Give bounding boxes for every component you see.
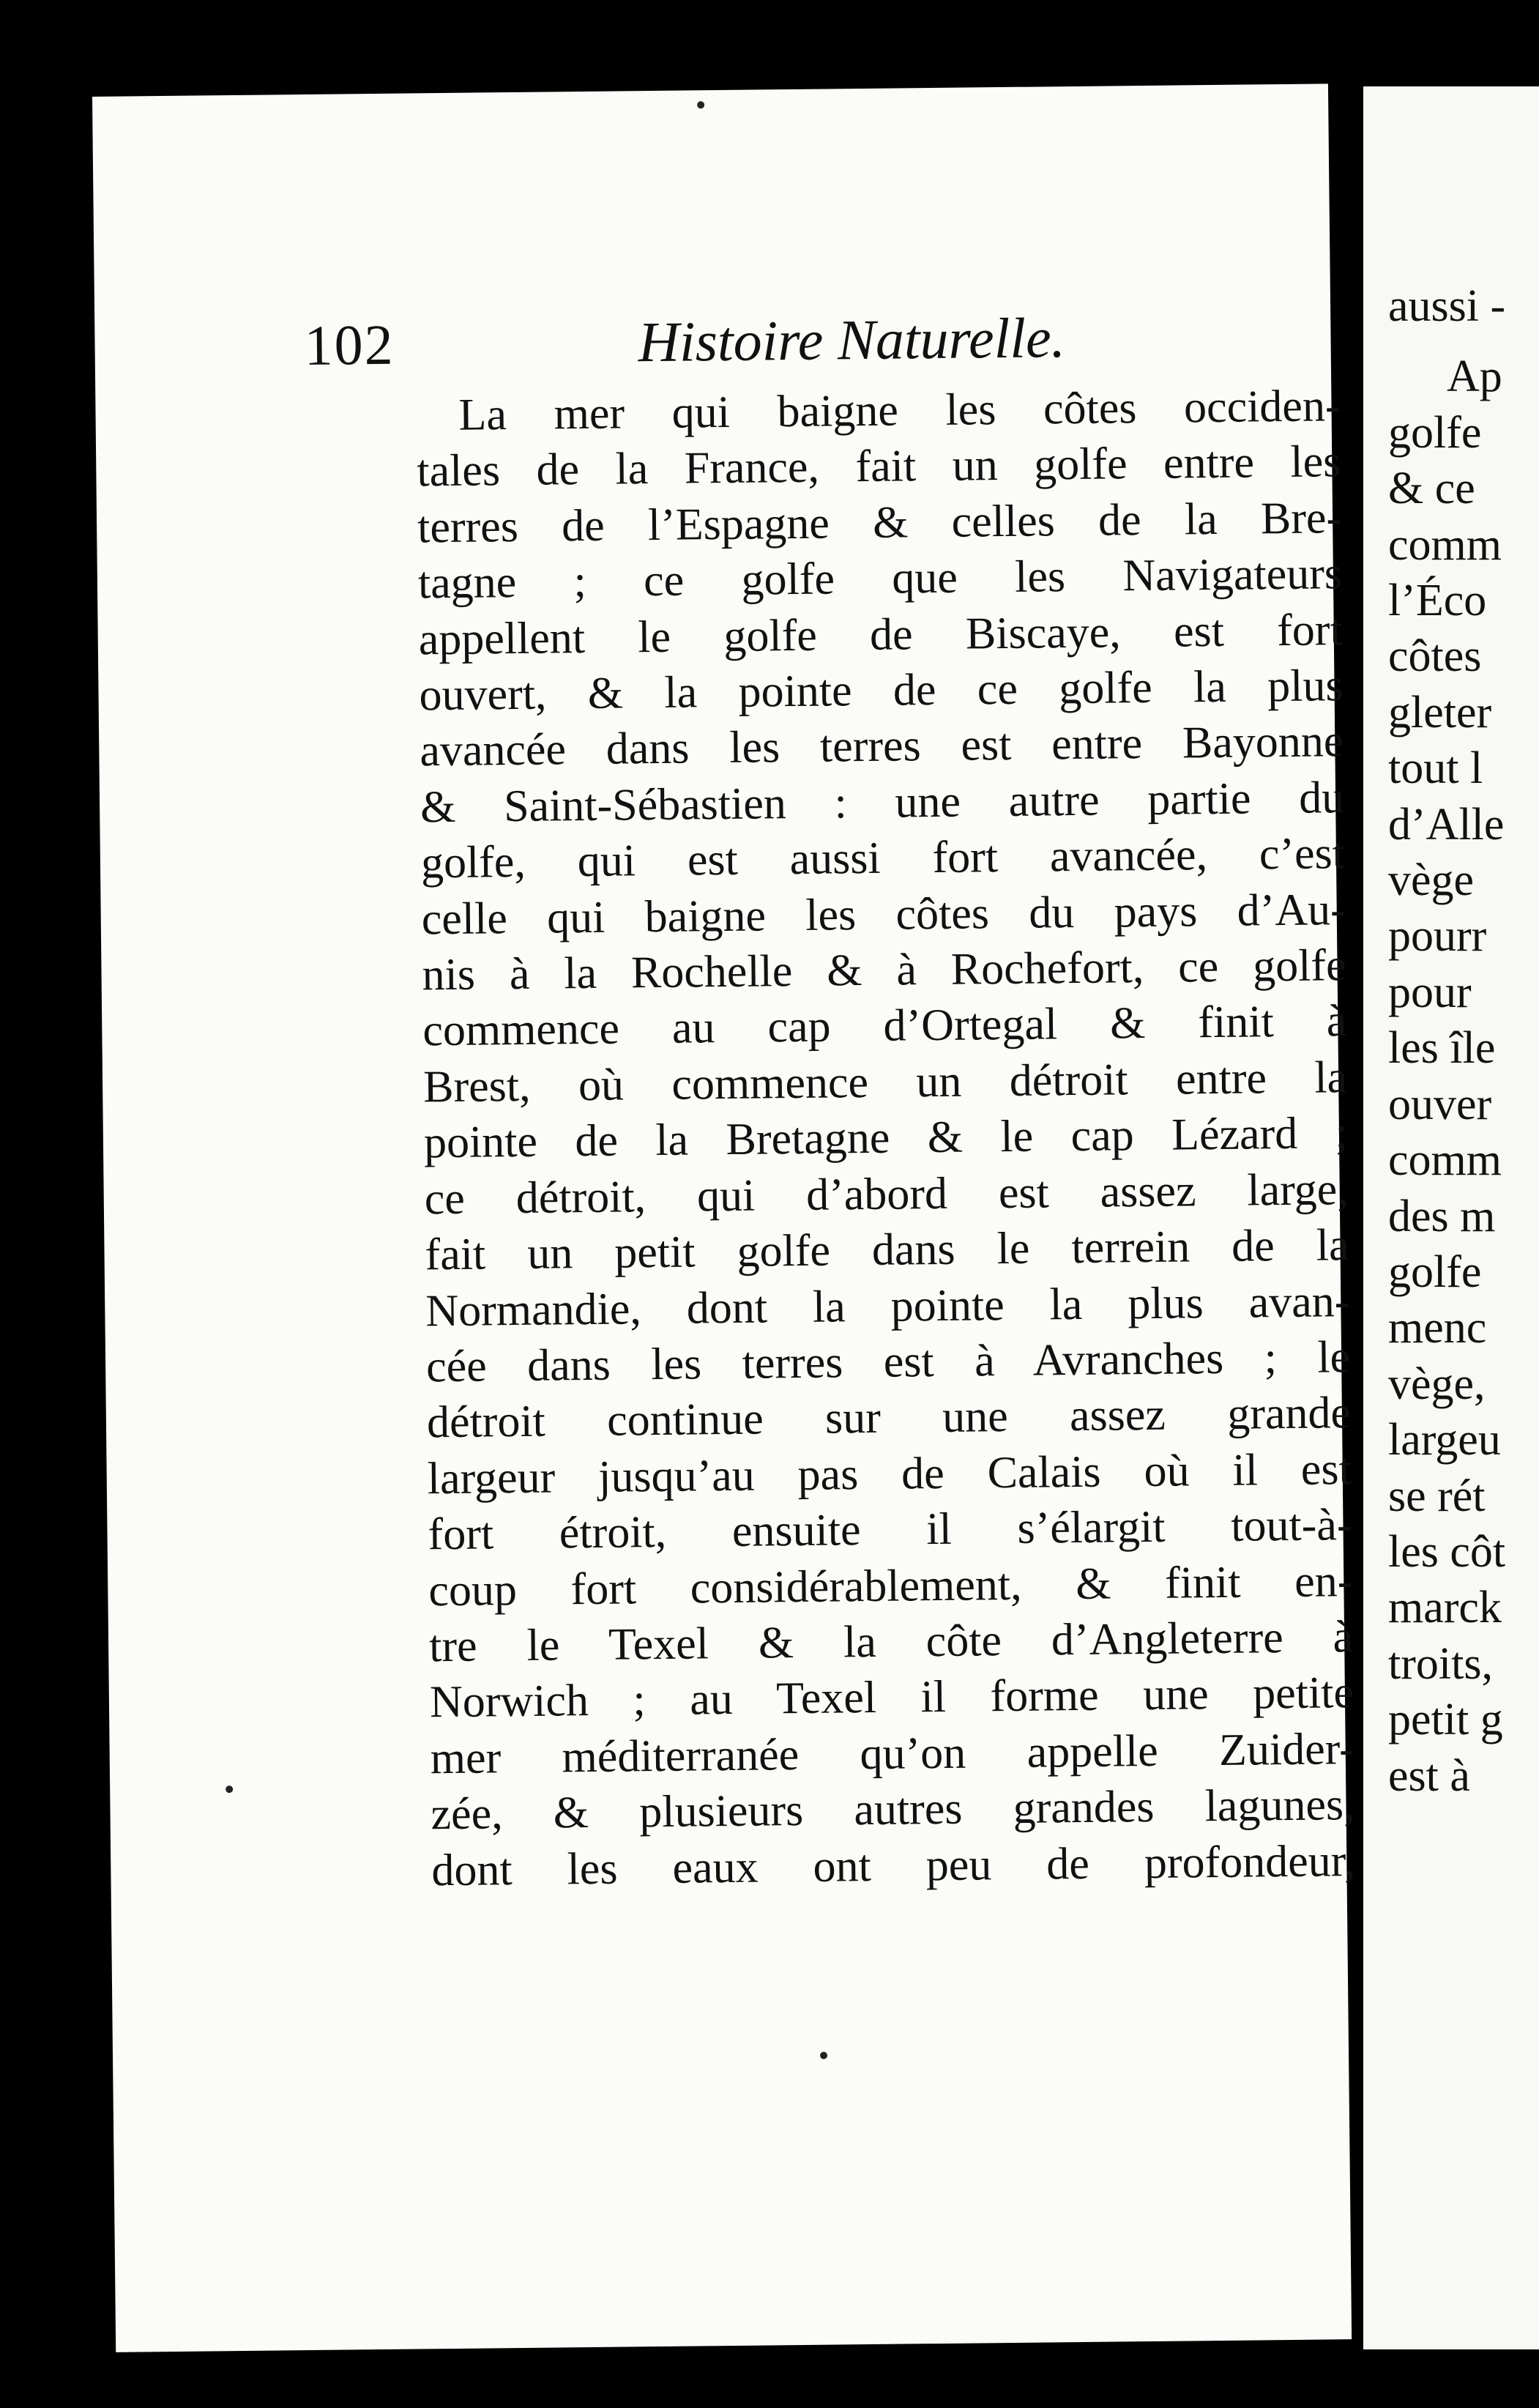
body-text bbox=[416, 378, 1356, 1898]
text-line: d’Alle bbox=[1388, 799, 1505, 850]
text-line: terres de l’Espagne & celles de la Bre- bbox=[417, 492, 1342, 553]
running-title: Histoire Naturelle. bbox=[638, 305, 1066, 374]
text-line: menc bbox=[1388, 1303, 1487, 1353]
text-line: Normandie, dont la pointe la plus avan- bbox=[425, 1276, 1350, 1336]
text-line: appellent le golfe de Biscaye, est fort bbox=[418, 604, 1344, 664]
text-line: tout l bbox=[1388, 743, 1483, 794]
text-line: gleter bbox=[1388, 687, 1492, 737]
text-line: est à bbox=[1388, 1750, 1470, 1801]
text-line: l’Éco bbox=[1388, 576, 1487, 626]
text-line: largeur jusqu’au pas de Calais où il est bbox=[427, 1443, 1352, 1504]
text-line: coup fort considérablement, & finit en- bbox=[428, 1556, 1353, 1616]
text-line: comm bbox=[1388, 519, 1502, 570]
text-line: pourr bbox=[1388, 911, 1487, 962]
speck-mark bbox=[820, 2052, 827, 2059]
text-line: commence au cap d’Ortegal & finit à bbox=[422, 996, 1347, 1056]
speck-mark bbox=[697, 101, 704, 108]
text-line: ouvert, & la pointe de ce golfe la plus bbox=[419, 661, 1344, 721]
text-line: zée, & plusieurs autres grandes lagunes, bbox=[431, 1780, 1355, 1840]
text-line: troits, bbox=[1388, 1638, 1493, 1689]
text-line: cée dans les terres est à Avranches ; le bbox=[425, 1332, 1351, 1392]
text-line: marck bbox=[1388, 1583, 1502, 1633]
text-line: largeu bbox=[1388, 1415, 1501, 1465]
text-line: ouver bbox=[1388, 1079, 1492, 1129]
text-line: Brest, où commence un détroit entre la bbox=[422, 1052, 1348, 1112]
text-line: les côt bbox=[1388, 1526, 1506, 1577]
text-line: golfe bbox=[1388, 407, 1482, 458]
text-line: celle qui baigne les côtes du pays d’Au- bbox=[421, 884, 1346, 945]
text-line: golfe, qui est aussi fort avancée, c’est bbox=[420, 828, 1346, 888]
text-line: vège bbox=[1388, 855, 1475, 906]
text-line: pointe de la Bretagne & le cap Lézard ; bbox=[423, 1108, 1349, 1168]
text-line: avancée dans les terres est entre Bayonne bbox=[420, 716, 1344, 776]
text-line: fort étroit, ensuite il s’élargit tout-à- bbox=[428, 1500, 1352, 1560]
text-line: vège, bbox=[1388, 1359, 1486, 1409]
text-line: Ap bbox=[1447, 352, 1502, 402]
text-line: fait un petit golfe dans le terrein de la bbox=[425, 1220, 1349, 1280]
text-line: comm bbox=[1388, 1135, 1502, 1186]
text-line: La mer qui baigne les côtes occiden- bbox=[458, 381, 1341, 440]
text-line: tre le Texel & la côte d’Angleterre à bbox=[428, 1612, 1354, 1672]
left-page bbox=[92, 83, 1356, 2352]
text-line: & ce bbox=[1388, 464, 1475, 514]
text-line: tagne ; ce golfe que les Navigateurs bbox=[417, 549, 1343, 609]
text-line: ce détroit, qui d’abord est assez large, bbox=[424, 1164, 1349, 1225]
text-line: golfe bbox=[1388, 1246, 1482, 1297]
text-line: Norwich ; au Texel il forme une petite bbox=[429, 1668, 1354, 1728]
text-line: nis à la Rochelle & à Rochefort, ce golfe bbox=[422, 940, 1346, 1000]
text-line: des m bbox=[1388, 1191, 1496, 1241]
text-line: petit g bbox=[1388, 1695, 1503, 1745]
text-line: tales de la France, fait un golfe entre les bbox=[417, 436, 1341, 497]
page-number: 102 bbox=[304, 312, 395, 377]
text-line: aussi - bbox=[1388, 281, 1506, 331]
text-line: les île bbox=[1388, 1023, 1496, 1074]
text-line: pour bbox=[1388, 967, 1472, 1017]
speck-mark bbox=[226, 1785, 233, 1793]
text-line: mer méditerranée qu’on appelle Zuider- bbox=[430, 1723, 1355, 1784]
text-line: dont les eaux ont peu de profondeur, bbox=[431, 1835, 1356, 1895]
right-page bbox=[1363, 86, 1539, 2349]
text-line: se rét bbox=[1388, 1471, 1486, 1521]
text-line: côtes bbox=[1388, 631, 1482, 682]
text-line: & Saint-Sébastien : une autre partie du bbox=[420, 772, 1345, 833]
right-page-text bbox=[1388, 278, 1539, 1804]
text-line: détroit continue sur une assez grande bbox=[426, 1388, 1352, 1448]
